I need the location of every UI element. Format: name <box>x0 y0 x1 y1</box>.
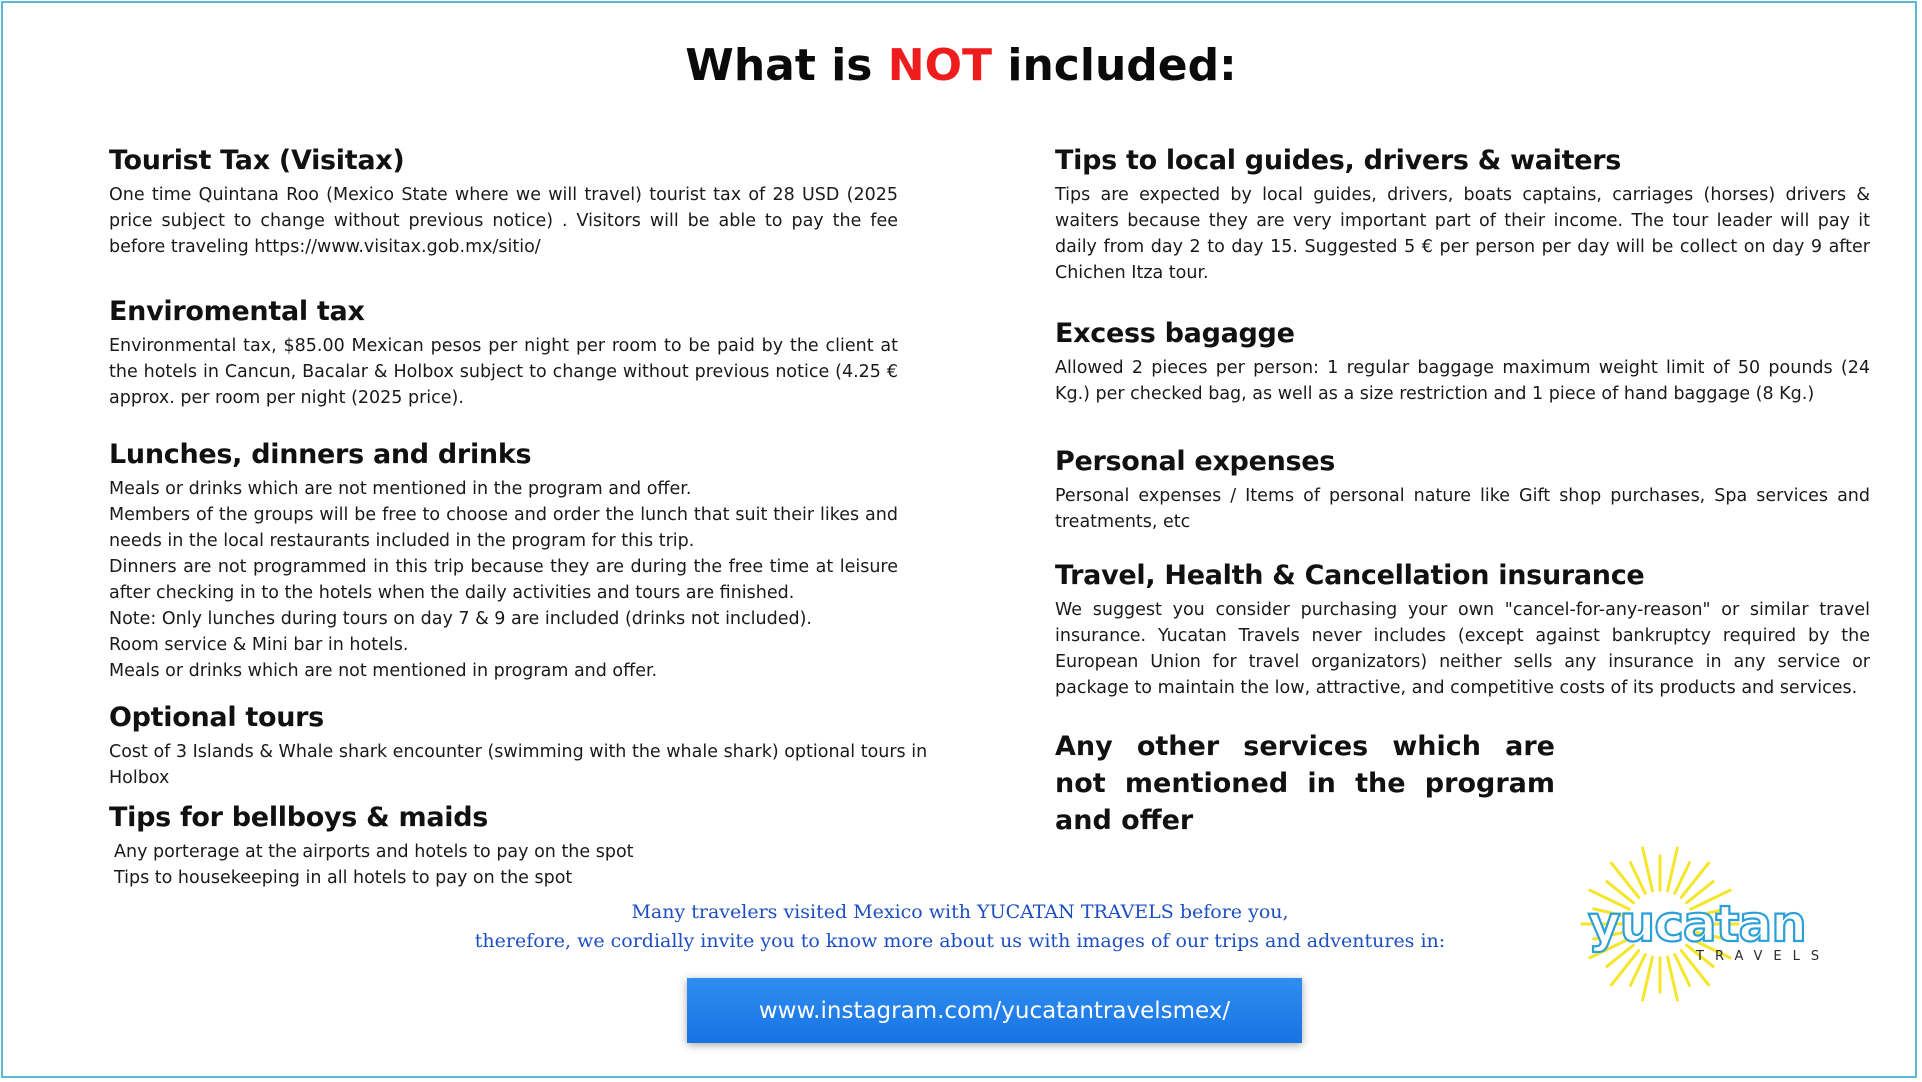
sun-ray <box>1643 957 1653 1000</box>
list-item: Note: Only lunches during tours on day 7 & 9 are included (drinks not included). <box>109 609 812 629</box>
section-heading: Travel, Health & Cancellation insurance <box>1055 560 1645 591</box>
section-personal-expenses <box>1055 446 1870 535</box>
section-heading: Enviromental tax <box>109 296 365 327</box>
section-tips-guides-drivers <box>1055 145 1870 286</box>
title-emphasis: NOT <box>887 40 993 91</box>
sun-ray <box>1668 848 1678 891</box>
section-optional-tours <box>109 702 929 791</box>
section-excess-baggage <box>1055 318 1870 407</box>
list-item: Room service & Mini bar in hotels. <box>109 635 409 655</box>
section-heading: Personal expenses <box>1055 446 1336 477</box>
section-heading: Tips for bellboys & maids <box>109 802 489 833</box>
section-text: Environmental tax, $85.00 Mexican pesos per night per room to be paid by the client at the hotels in Cancun, Bacalar & Holbox subject to change without previous notice (4.25 € approx. per room per night (2025 price). <box>109 336 898 408</box>
list-item: Meals or drinks which are not mentioned in the program and offer. <box>109 479 692 499</box>
section-text: Personal expenses / Items of personal nature like Gift shop purchases, Spa services and treatments, etc <box>1055 486 1870 532</box>
title-prefix: What is <box>685 40 873 91</box>
section-heading: Optional tours <box>109 702 324 733</box>
section-travel-insurance <box>1055 560 1870 701</box>
title-suffix: included: <box>1007 40 1237 91</box>
page-title <box>0 40 1922 91</box>
list-item: Tips to housekeeping in all hotels to pay on the spot <box>114 868 573 888</box>
yucatan-travels-logo <box>1548 838 1868 1004</box>
invitation-line-1: Many travelers visited Mexico with YUCATAN TRAVELS before you, <box>631 901 1289 923</box>
section-heading: Tips to local guides, drivers & waiters <box>1055 145 1622 176</box>
other-services-note: Any other services which are not mentioned in the program and offer <box>1055 731 1555 836</box>
instagram-link-button[interactable]: www.instagram.com/yucatantravelsmex/ <box>687 978 1302 1043</box>
list-item: Any porterage at the airports and hotels to pay on the spot <box>114 842 634 862</box>
section-lunches-dinners-drinks <box>109 439 898 684</box>
sun-ray <box>1643 848 1653 891</box>
logo-subtext: TRAVELS <box>1696 949 1831 964</box>
section-text: One time Quintana Roo (Mexico State where we will travel) tourist tax of 28 USD (2025 price subject to change without previous notice) . Visitors will be able to pay the fee before traveling https://www.visitax.gob.mx/sitio/ <box>109 185 898 257</box>
section-tips-bellboys-maids <box>109 802 898 891</box>
section-heading: Lunches, dinners and drinks <box>109 439 532 470</box>
section-text <box>109 476 898 684</box>
section-heading: Excess bagagge <box>1055 318 1295 349</box>
section-text: Cost of 3 Islands & Whale shark encounter (swimming with the whale shark) optional tours in Holbox <box>109 742 928 788</box>
section-text: We suggest you consider purchasing your own "cancel-for-any-reason" or similar travel insurance. Yucatan Travels never includes (except against bankruptcy required by the European Union for travel organizators) neither sells any insurance in any service or package to maintain the low, attractive, and competitive costs of its products and services. <box>1055 600 1870 698</box>
section-text: Allowed 2 pieces per person: 1 regular baggage maximum weight limit of 50 pounds (24 Kg.) per checked bag, as well as a size restriction and 1 piece of hand baggage (8 Kg.) <box>1055 358 1870 404</box>
sun-ray <box>1668 957 1678 1000</box>
list-item: Members of the groups will be free to choose and order the lunch that suit their likes and needs in the local restaurants included in the program for this trip. <box>109 505 898 551</box>
section-heading: Tourist Tax (Visitax) <box>109 145 405 176</box>
logo-wordmark: yucatan <box>1588 895 1806 953</box>
section-tourist-tax <box>109 145 898 260</box>
section-environmental-tax <box>109 296 898 411</box>
section-text: Tips are expected by local guides, drivers, boats captains, carriages (horses) drivers & waiters because they are very important part of their income. The tour leader will pay it daily from day 2 to day 15. Suggested 5 € per person per day will be collect on day 9 after Chichen Itza tour. <box>1055 185 1870 283</box>
section-text <box>109 839 898 891</box>
invitation-text <box>440 898 1480 956</box>
list-item: Meals or drinks which are not mentioned in program and offer. <box>109 661 658 681</box>
sun-logo-icon <box>1548 838 1868 1004</box>
list-item: Dinners are not programmed in this trip because they are during the free time at leisure after checking in to the hotels when the daily activities and tours are finished. <box>109 557 898 603</box>
invitation-line-2: therefore, we cordially invite you to know more about us with images of our trips and adventures in: <box>474 930 1446 952</box>
